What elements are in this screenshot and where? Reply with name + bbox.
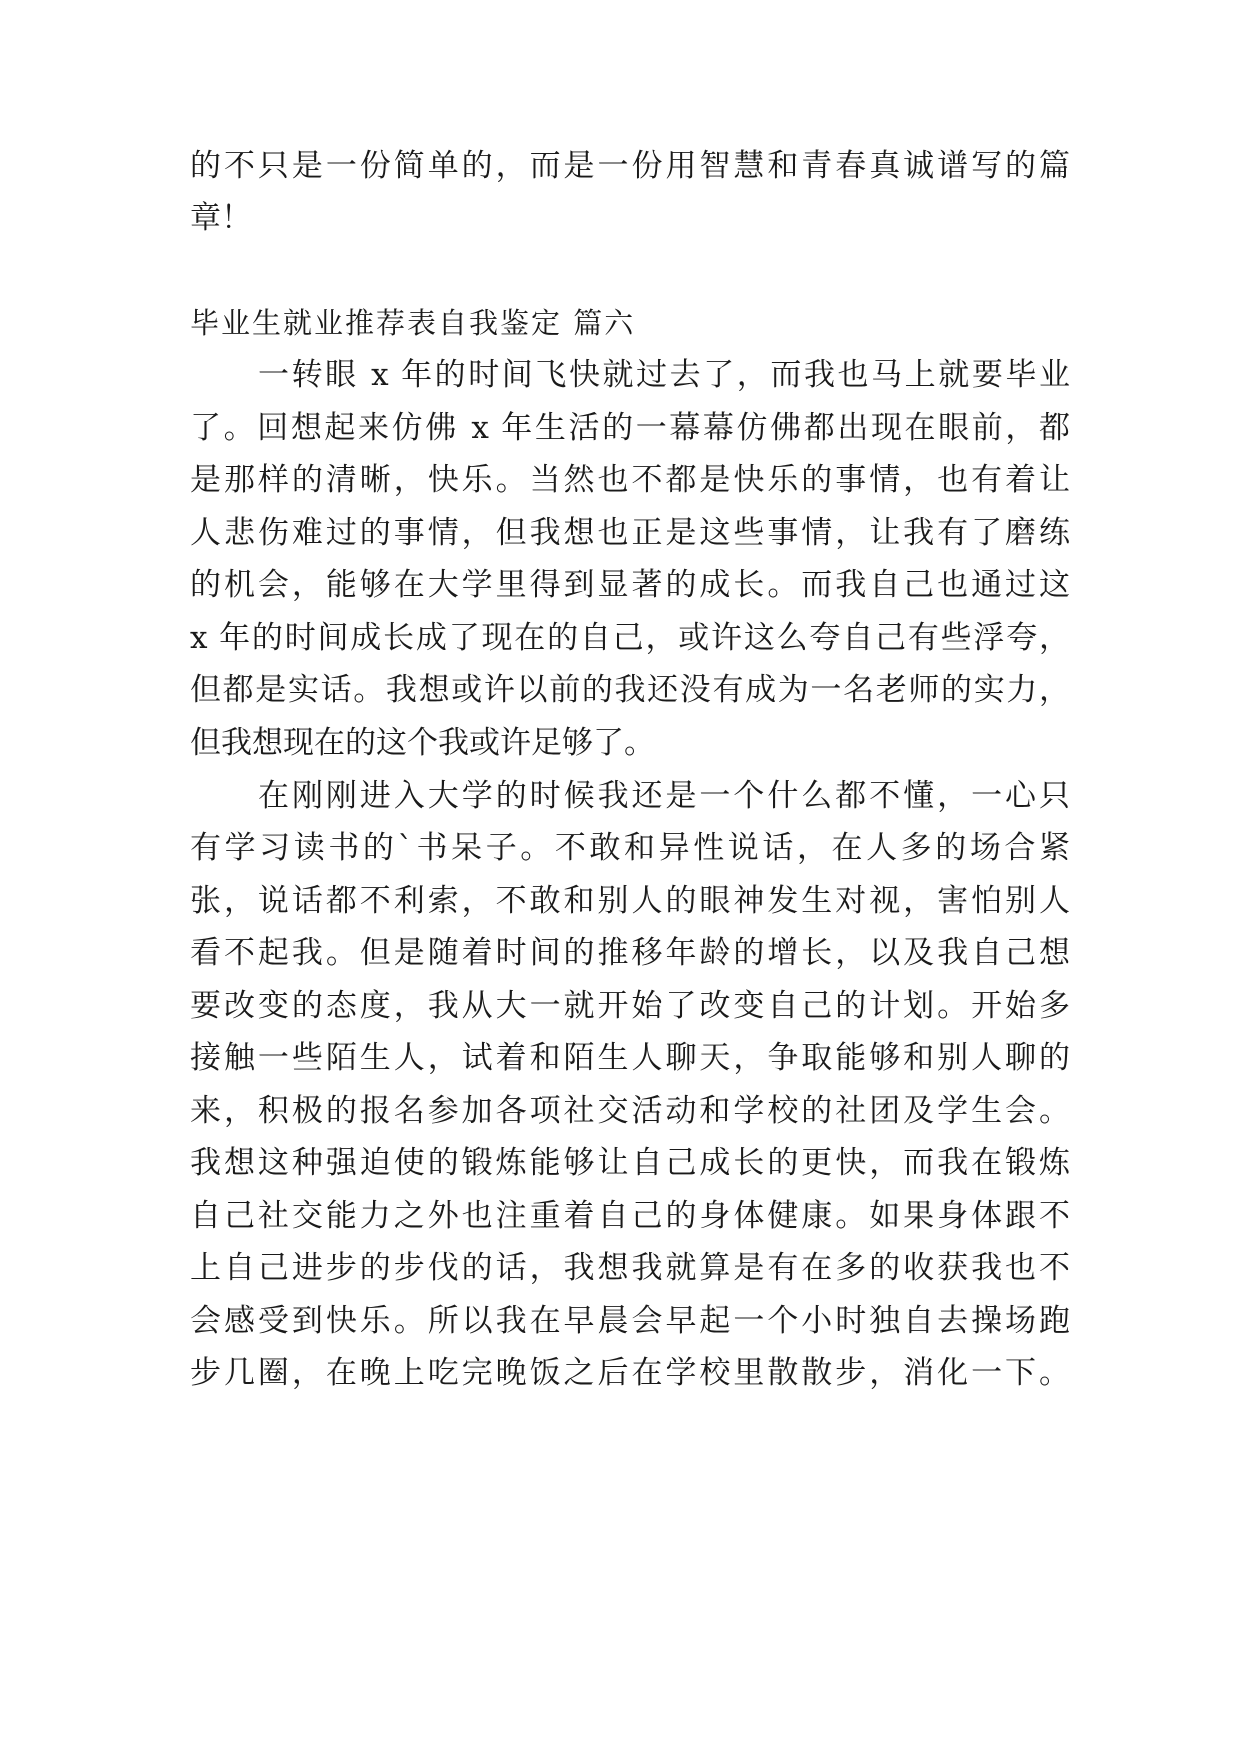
paragraph-line: 人悲伤难过的事情，但我想也正是这些事情，让我有了磨练: [190, 515, 1070, 551]
paragraph-line: 来，积极的报名参加各项社交活动和学校的社团及学生会。: [190, 1093, 1070, 1129]
paragraph-line: 但都是实话。我想或许以前的我还没有成为一名老师的实力，: [190, 672, 1070, 708]
section-title: 毕业生就业推荐表自我鉴定 篇六: [190, 306, 636, 340]
paragraph-line: 有学习读书的`书呆子。不敢和异性说话，在人多的场合紧: [190, 830, 1070, 866]
paragraph-line: 要改变的态度，我从大一就开始了改变自己的计划。开始多: [190, 988, 1070, 1024]
paragraph-line: 我想这种强迫使的锻炼能够让自己成长的更快，而我在锻炼: [190, 1145, 1070, 1181]
paragraph-line: 张，说话都不利索，不敢和别人的眼神发生对视，害怕别人: [190, 883, 1070, 919]
paragraph-line: 看不起我。但是随着时间的推移年龄的增长，以及我自己想: [190, 935, 1070, 971]
paragraph-line: 自己社交能力之外也注重着自己的身体健康。如果身体跟不: [190, 1198, 1070, 1234]
paragraph-line: 是那样的清晰，快乐。当然也不都是快乐的事情，也有着让: [190, 462, 1070, 498]
paragraph-line: 的机会，能够在大学里得到显著的成长。而我自己也通过这: [190, 567, 1070, 603]
paragraph-line: 会感受到快乐。所以我在早晨会早起一个小时独自去操场跑: [190, 1303, 1070, 1339]
intro-line: 的不只是一份简单的，而是一份用智慧和青春真诚谱写的篇: [190, 148, 1070, 184]
paragraph-line: 上自己进步的步伐的话，我想我就算是有在多的收获我也不: [190, 1250, 1070, 1286]
paragraph-line: 在刚刚进入大学的时候我还是一个什么都不懂，一心只: [258, 778, 1070, 814]
paragraph-line: 接触一些陌生人，试着和陌生人聊天，争取能够和别人聊的: [190, 1040, 1070, 1076]
paragraph-line: 一转眼 x 年的时间飞快就过去了，而我也马上就要毕业: [258, 357, 1070, 393]
paragraph-line: 但我想现在的这个我或许足够了。: [190, 725, 655, 761]
intro-line: 章！: [190, 200, 252, 236]
paragraph-line: x 年的时间成长成了现在的自己，或许这么夸自己有些浮夸，: [190, 620, 1070, 656]
paragraph-line: 了。回想起来仿佛 x 年生活的一幕幕仿佛都出现在眼前，都: [190, 410, 1070, 446]
paragraph-line: 步几圈，在晚上吃完晚饭之后在学校里散散步，消化一下。: [190, 1355, 1070, 1391]
